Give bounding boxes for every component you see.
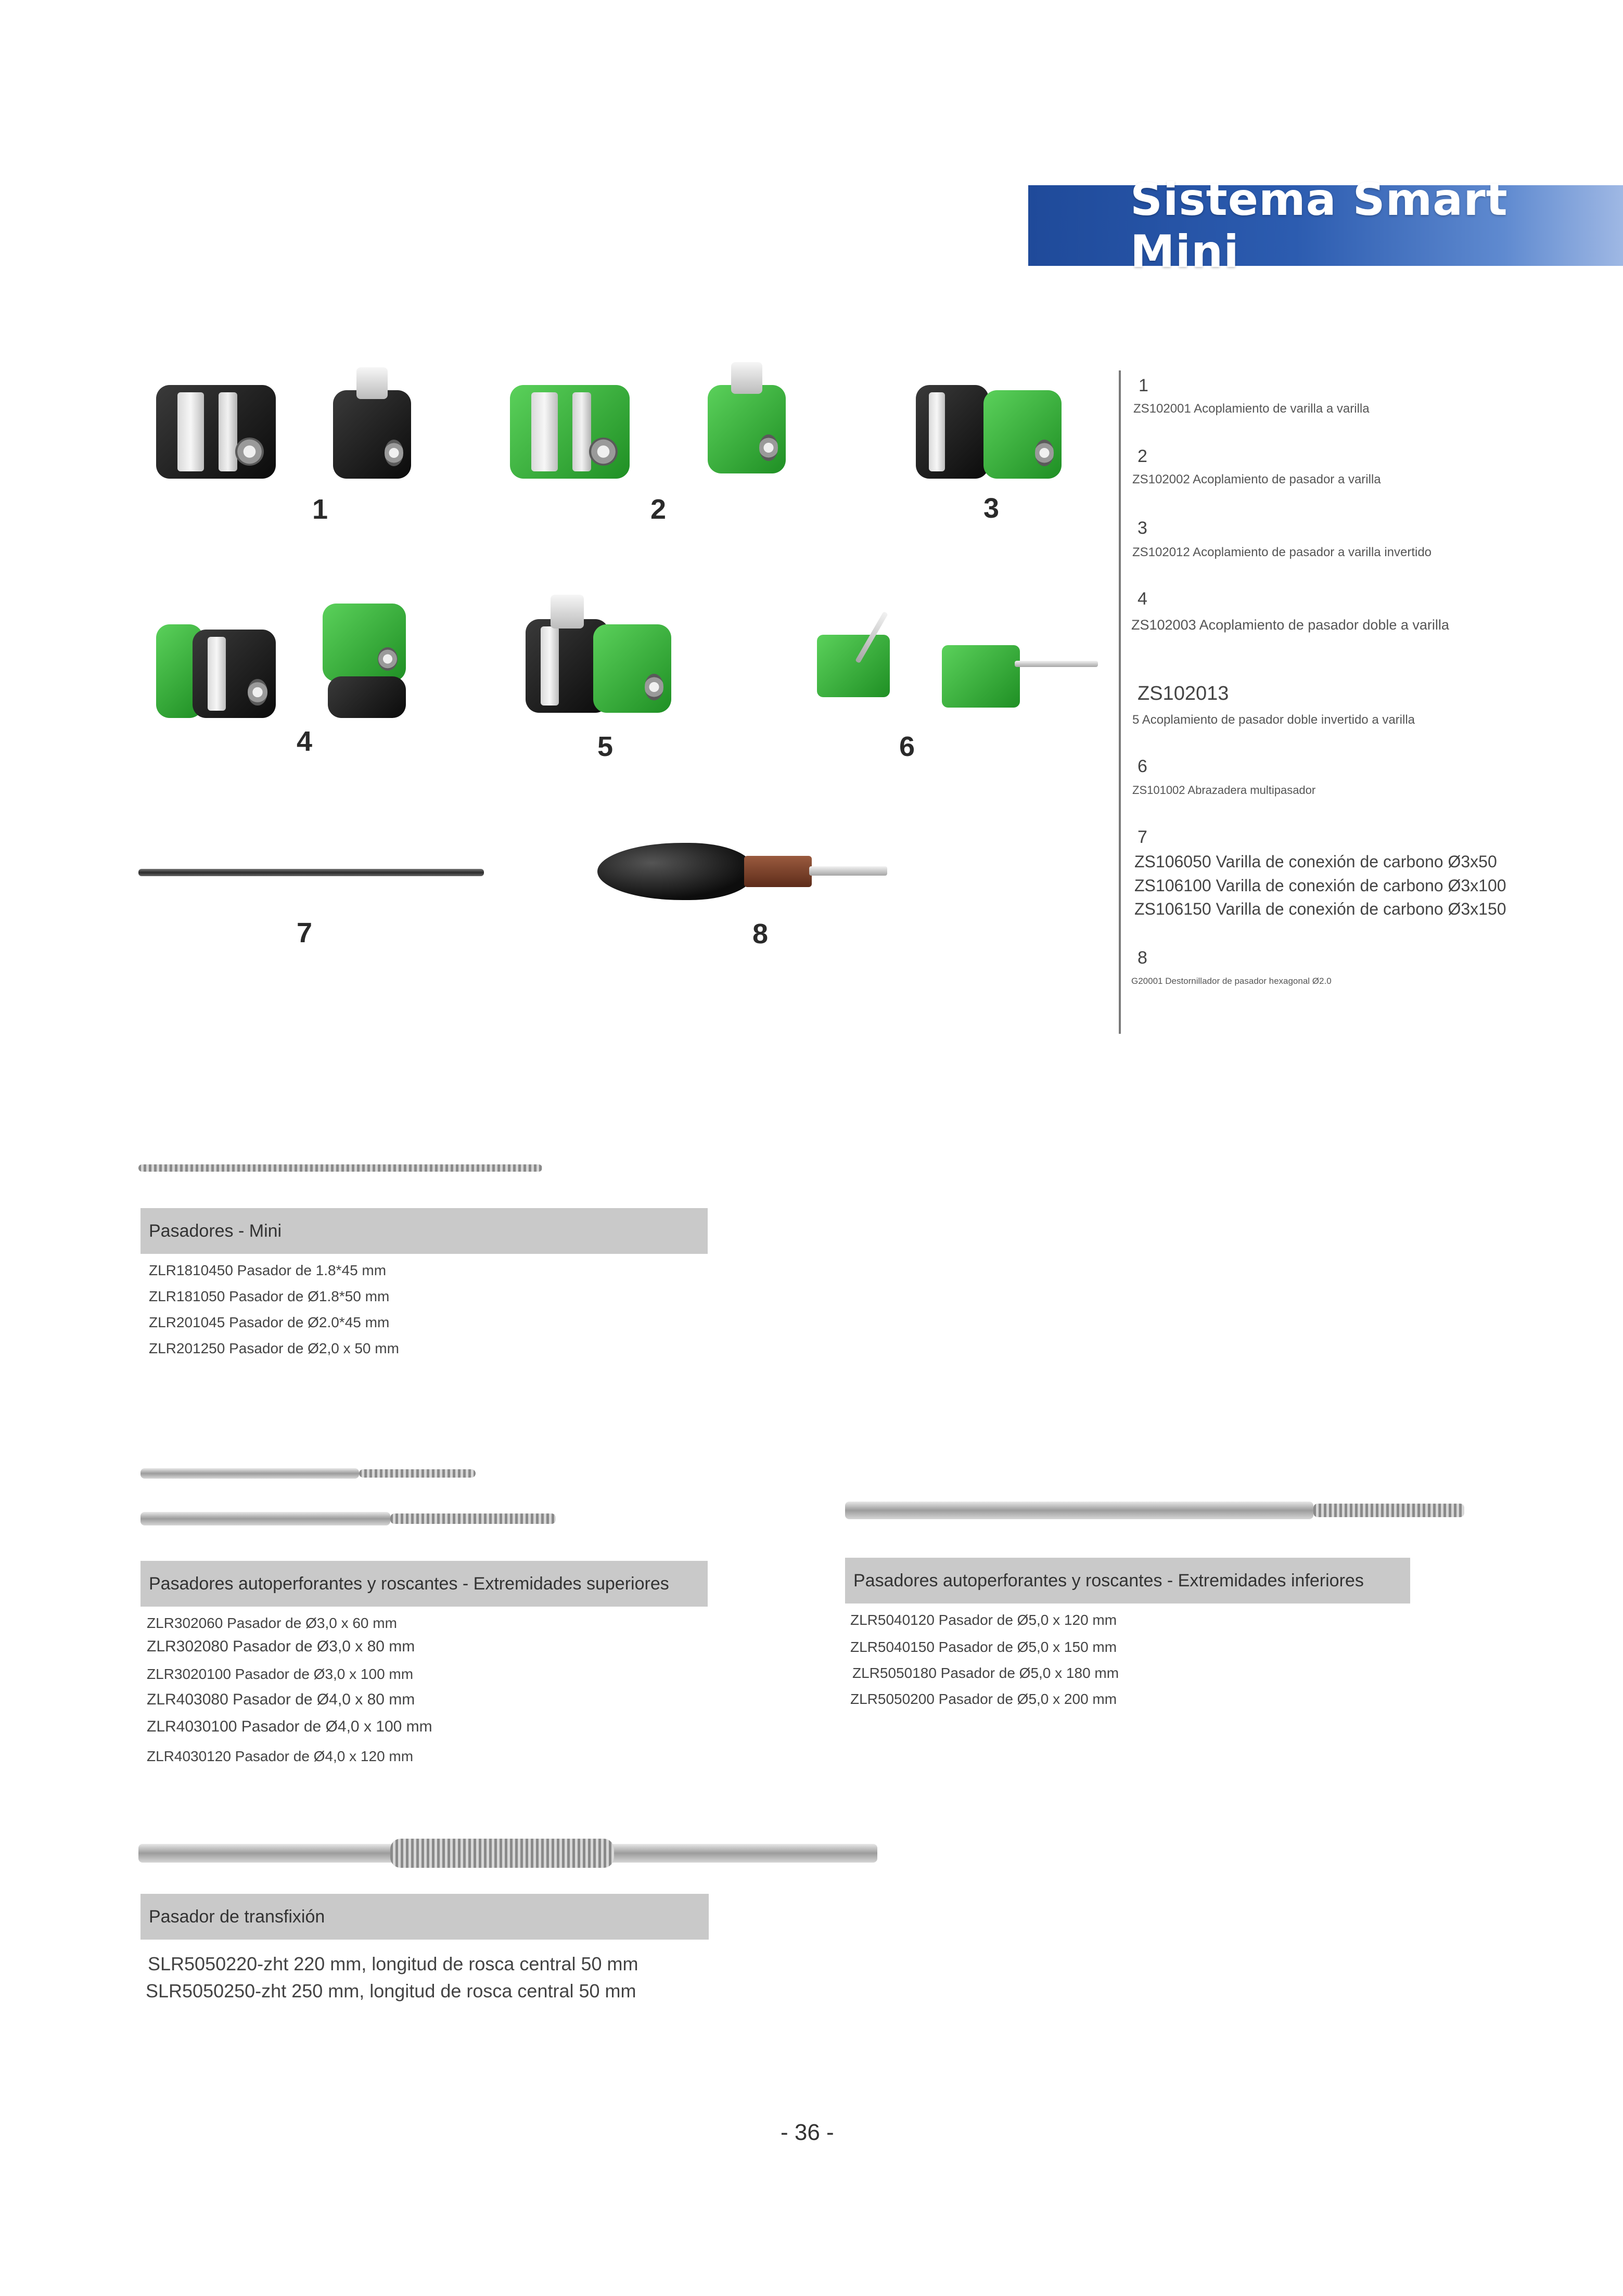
list-num-8: 8 <box>1138 948 1147 968</box>
page-title: Sistema Smart Mini <box>1130 173 1508 278</box>
product-photo-5 <box>520 598 676 728</box>
list-num-1: 1 <box>1139 376 1148 395</box>
photo-label-6: 6 <box>899 731 915 762</box>
upper-pin-photo-2 <box>140 1512 390 1525</box>
product-photo-4 <box>151 593 442 728</box>
list-divider <box>1119 370 1121 1034</box>
transfix-item-2: SLR5050250-zht 250 mm, longitud de rosca central 50 mm <box>146 1980 636 2002</box>
lower-item-4: ZLR5050200 Pasador de Ø5,0 x 200 mm <box>850 1691 1117 1707</box>
photo-label-3: 3 <box>983 493 1000 524</box>
upper-pin-photo-1 <box>140 1468 359 1479</box>
mini-item-3: ZLR201045 Pasador de Ø2.0*45 mm <box>149 1314 390 1330</box>
transfix-item-1: SLR5050220-zht 220 mm, longitud de rosca central 50 mm <box>148 1953 638 1974</box>
lower-pin-photo <box>845 1502 1313 1519</box>
list-desc-2: ZS102002 Acoplamiento de pasador a varilla <box>1132 472 1381 486</box>
photo-label-5: 5 <box>597 731 614 762</box>
upper-item-5: ZLR4030100 Pasador de Ø4,0 x 100 mm <box>147 1718 432 1735</box>
product-photo-6 <box>812 588 1114 728</box>
list-code-5: ZS102013 <box>1138 683 1229 704</box>
list-num-4: 4 <box>1138 589 1147 609</box>
list-num-2: 2 <box>1138 446 1147 466</box>
mini-item-1: ZLR1810450 Pasador de 1.8*45 mm <box>149 1262 387 1278</box>
section-header-transfix: Pasador de transfixión <box>140 1894 709 1940</box>
list-num-6: 6 <box>1138 756 1147 776</box>
section-header-mini: Pasadores - Mini <box>140 1208 708 1254</box>
screwdriver-photo <box>593 838 895 905</box>
lower-item-1: ZLR5040120 Pasador de Ø5,0 x 120 mm <box>850 1612 1117 1628</box>
page-number: - 36 - <box>781 2120 834 2145</box>
upper-item-6: ZLR4030120 Pasador de Ø4,0 x 120 mm <box>147 1748 414 1764</box>
list-desc-4: ZS102003 Acoplamiento de pasador doble a varilla <box>1131 617 1449 633</box>
list-desc-7b: ZS106100 Varilla de conexión de carbono Ø3x100 <box>1134 876 1506 895</box>
product-photo-2 <box>505 354 796 494</box>
section-header-upper: Pasadores autoperforantes y roscantes - Extremidades superiores <box>140 1561 708 1607</box>
upper-pin-thread-2 <box>390 1513 556 1524</box>
list-desc-7a: ZS106050 Varilla de conexión de carbono Ø3x50 <box>1134 852 1497 871</box>
photo-label-8: 8 <box>752 918 769 950</box>
upper-item-3: ZLR3020100 Pasador de Ø3,0 x 100 mm <box>147 1666 414 1682</box>
upper-pin-thread-1 <box>359 1469 476 1478</box>
mini-item-2: ZLR181050 Pasador de Ø1.8*50 mm <box>149 1288 390 1304</box>
photo-label-2: 2 <box>650 494 667 525</box>
lower-item-3: ZLR5050180 Pasador de Ø5,0 x 180 mm <box>852 1665 1119 1681</box>
upper-item-4: ZLR403080 Pasador de Ø4,0 x 80 mm <box>147 1691 415 1708</box>
product-photo-1 <box>151 359 442 494</box>
photo-label-1: 1 <box>312 494 328 525</box>
lower-item-2: ZLR5040150 Pasador de Ø5,0 x 150 mm <box>850 1639 1117 1655</box>
mini-pin-photo <box>138 1164 542 1172</box>
product-photo-3 <box>911 375 1072 494</box>
section-header-lower: Pasadores autoperforantes y roscantes - Extremidades inferiores <box>845 1558 1410 1604</box>
list-desc-5: 5 Acoplamiento de pasador doble invertido a varilla <box>1132 713 1415 727</box>
photo-label-4: 4 <box>297 726 313 757</box>
list-desc-3: ZS102012 Acoplamiento de pasador a varilla invertido <box>1132 545 1432 559</box>
list-num-3: 3 <box>1138 518 1147 538</box>
list-desc-1: ZS102001 Acoplamiento de varilla a varilla <box>1133 402 1370 416</box>
upper-item-1: ZLR302060 Pasador de Ø3,0 x 60 mm <box>147 1615 397 1631</box>
lower-pin-thread <box>1313 1504 1464 1517</box>
list-desc-7c: ZS106150 Varilla de conexión de carbono Ø3x150 <box>1134 900 1506 918</box>
upper-item-2: ZLR302080 Pasador de Ø3,0 x 80 mm <box>147 1638 415 1655</box>
list-desc-6: ZS101002 Abrazadera multipasador <box>1132 784 1316 797</box>
list-num-7: 7 <box>1138 827 1147 847</box>
title-banner <box>1028 173 1623 278</box>
list-desc-8: G20001 Destornillador de pasador hexagonal Ø2.0 <box>1131 976 1332 986</box>
transfix-pin-thread <box>390 1839 614 1868</box>
mini-item-4: ZLR201250 Pasador de Ø2,0 x 50 mm <box>149 1340 399 1356</box>
carbon-rod-photo <box>138 869 484 876</box>
photo-label-7: 7 <box>297 917 313 948</box>
